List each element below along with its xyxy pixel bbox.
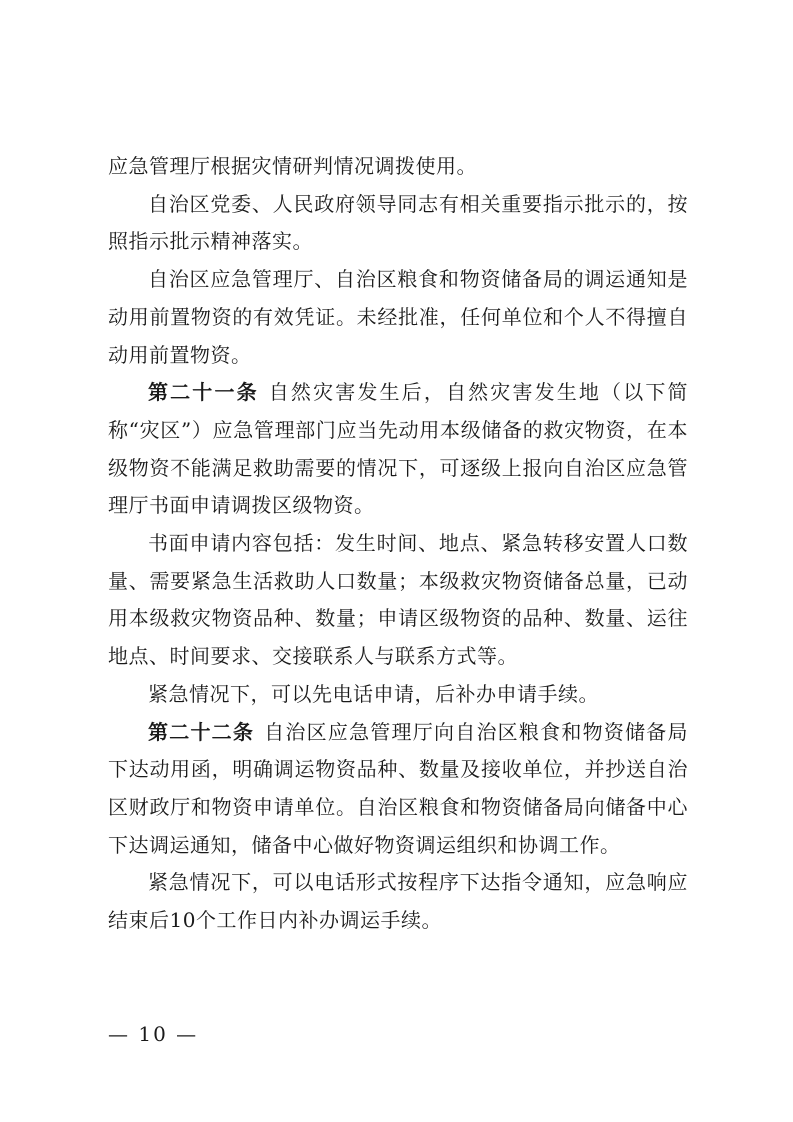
article-21-text: 自然灾害发生后，自然灾害发生地（以下简称“灾区”）应急管理部门应当先动用本级储备的救灾物资，在本级物资不能满足救助需要的情况下，可逐级上报向自治区应急管理厅书面申请调拨区级物资。	[108, 380, 689, 518]
article-22-text: 自治区应急管理厅向自治区粮食和物资储备局下达动用函，明确调运物资品种、数量及接收单位，并抄送自治区财政厅和物资申请单位。自治区粮食和物资储备局向储备中心下达调运通知，储备中心做好物资调运组织和协调工作。	[108, 719, 689, 857]
paragraph-3: 自治区应急管理厅、自治区粮食和物资储备局的调运通知是动用前置物资的有效凭证。未经批准，任何单位和个人不得擅自动用前置物资。	[108, 267, 688, 367]
article-21	[108, 374, 688, 525]
article-22	[108, 714, 688, 865]
paragraph-8: 紧急情况下，可以电话形式按程序下达指令通知，应急响应结束后10个工作日内补办调运手续。	[108, 870, 688, 933]
page-number: — 10 —	[108, 1022, 199, 1046]
document-body	[108, 148, 688, 940]
paragraph-6: 紧急情况下，可以先电话申请，后补办申请手续。	[148, 681, 599, 706]
paragraph-5: 书面申请内容包括：发生时间、地点、紧急转移安置人口数量、需要紧急生活救助人口数量；本级救灾物资储备总量，已动用本级救灾物资品种、数量；申请区级物资的品种、数量、运往地点、时间要求、交接联系人与联系方式等。	[108, 531, 688, 669]
paragraph-1: 应急管理厅根据灾情研判情况调拨使用。	[108, 154, 477, 178]
article-21-label: 第二十一条	[148, 380, 259, 405]
article-22-label: 第二十二条	[148, 719, 255, 744]
paragraph-2: 自治区党委、人民政府领导同志有相关重要指示批示的，按照指示批示精神落实。	[108, 191, 688, 254]
